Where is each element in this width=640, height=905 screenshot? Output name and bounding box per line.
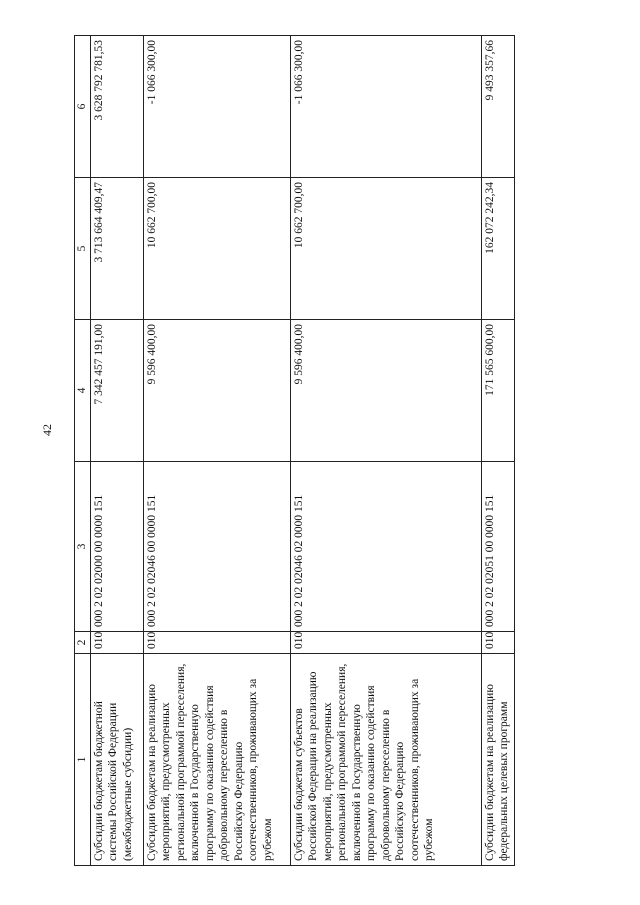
row-approved-amount: 9 596 400,00: [143, 320, 290, 462]
header-col-2: 2: [75, 632, 91, 654]
row-executed-amount: 3 713 664 409,47: [90, 178, 143, 320]
header-col-5: 5: [75, 178, 91, 320]
table-row: [90, 36, 143, 866]
row-budget-code: 000 2 02 02046 02 0000 151: [290, 462, 481, 632]
row-name: Субсидии бюджетам на реализацию федеральных целевых программ: [481, 654, 514, 866]
row-budget-code: 000 2 02 02046 00 0000 151: [143, 462, 290, 632]
row-budget-code: 000 2 02 02000 00 0000 151: [90, 462, 143, 632]
row-unexecuted-amount: 9 493 357,66: [481, 36, 514, 178]
row-executed-amount: 10 662 700,00: [143, 178, 290, 320]
row-budget-code: 000 2 02 02051 00 0000 151: [481, 462, 514, 632]
row-name: Субсидии бюджетам на реализацию мероприятий, предусмотренных региональной программой переселения, включенной в Государственную программу по оказанию содействия добровольному переселению в Российскую Федерацию соотечественников, проживающих за рубежом: [143, 654, 290, 866]
row-executed-amount: 162 072 242,34: [481, 178, 514, 320]
budget-table: [74, 35, 515, 866]
document-page: [74, 36, 534, 866]
row-unexecuted-amount: 3 628 792 781,53: [90, 36, 143, 178]
row-line-code: 010: [481, 632, 514, 654]
table-row: [290, 36, 481, 866]
row-line-code: 010: [290, 632, 481, 654]
row-line-code: 010: [90, 632, 143, 654]
header-row: [75, 36, 91, 866]
row-line-code: 010: [143, 632, 290, 654]
row-approved-amount: 9 596 400,00: [290, 320, 481, 462]
header-col-6: 6: [75, 36, 91, 178]
table-row: [481, 36, 514, 866]
row-executed-amount: 10 662 700,00: [290, 178, 481, 320]
header-col-4: 4: [75, 320, 91, 462]
row-name: Субсидии бюджетам субъектов Российской Федерации на реализацию мероприятий, предусмотренных региональной программой переселения, включенной в Государственную программу по оказанию содействия добровольному переселению в Российскую Федерацию соотечественников, проживающих за рубежом: [290, 654, 481, 866]
row-approved-amount: 171 565 600,00: [481, 320, 514, 462]
row-unexecuted-amount: -1 066 300,00: [290, 36, 481, 178]
table-row: [143, 36, 290, 866]
row-approved-amount: 7 342 457 191,00: [90, 320, 143, 462]
page-number: 42: [40, 424, 54, 436]
header-col-3: 3: [75, 462, 91, 632]
row-name: Субсидии бюджетам бюджетной системы Российской Федерации (межбюджетные субсидии): [90, 654, 143, 866]
row-unexecuted-amount: -1 066 300,00: [143, 36, 290, 178]
header-col-1: 1: [75, 654, 91, 866]
